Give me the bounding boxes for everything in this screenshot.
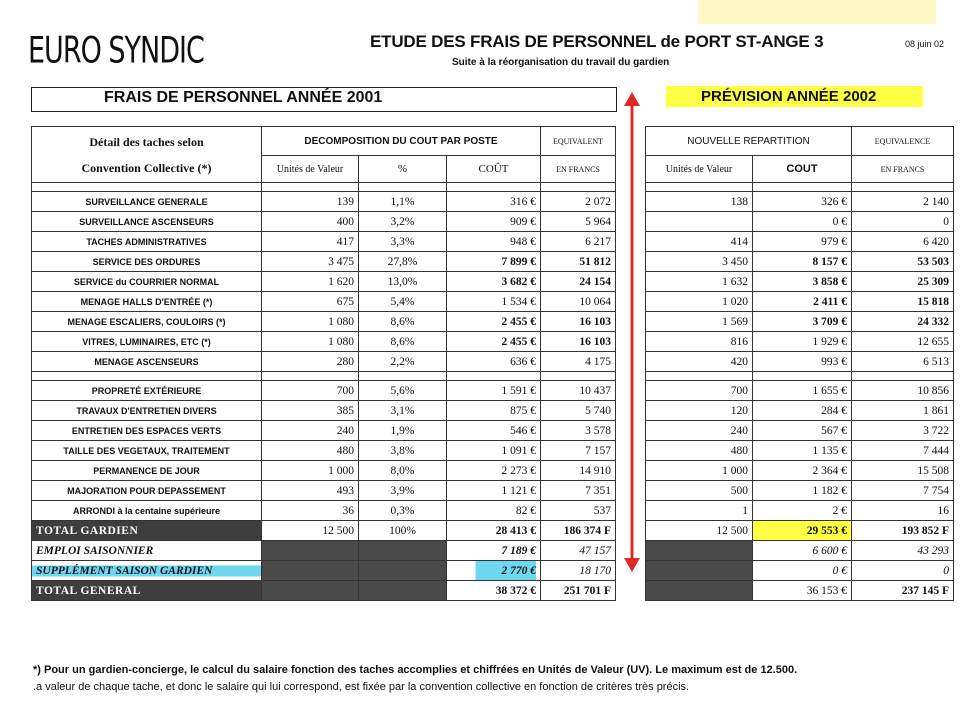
table-row — [32, 192, 616, 212]
col-cout-header: COÛT — [447, 156, 541, 183]
task-pct: 3,1% — [359, 401, 447, 421]
table-row — [32, 312, 616, 332]
task-uv-2002: 414 — [646, 232, 753, 252]
table-row — [646, 501, 954, 521]
task-cout: 1 534 € — [447, 292, 541, 312]
task-pct: 0,3% — [359, 501, 447, 521]
decomp-header: DECOMPOSITION DU COUT PAR POSTE — [262, 127, 541, 156]
task-francs-2002: 7 754 — [852, 481, 954, 501]
task-label: PERMANENCE DE JOUR — [32, 461, 262, 481]
task-label: TACHES ADMINISTRATIVES — [32, 232, 262, 252]
task-francs-2002: 16 — [852, 501, 954, 521]
task-pct: 5,4% — [359, 292, 447, 312]
task-pct: 1,1% — [359, 192, 447, 212]
shaded-cell — [646, 561, 753, 581]
shaded-cell — [646, 581, 753, 601]
total-general-francs: 251 701 F — [541, 581, 616, 601]
task-uv: 280 — [262, 352, 359, 372]
task-uv: 675 — [262, 292, 359, 312]
table-row — [32, 232, 616, 252]
task-francs-2002: 2 140 — [852, 192, 954, 212]
table-2001 — [31, 126, 616, 601]
task-cout: 1 591 € — [447, 381, 541, 401]
task-cout: 1 121 € — [447, 481, 541, 501]
table-2002 — [645, 126, 954, 601]
shaded-cell — [262, 561, 359, 581]
task-cout: 7 899 € — [447, 252, 541, 272]
task-pct: 2,2% — [359, 352, 447, 372]
task-label: MENAGE ASCENSEURS — [32, 352, 262, 372]
task-francs-2002: 12 655 — [852, 332, 954, 352]
task-francs: 16 103 — [541, 332, 616, 352]
emploi-francs-2002: 43 293 — [852, 541, 954, 561]
task-uv: 1 620 — [262, 272, 359, 292]
task-label: TAILLE DES VEGETAUX, TRAITEMENT — [32, 441, 262, 461]
footnote-1: *) Pour un gardien-concierge, le calcul du salaire fonction des taches accomplies et chiffrées en Unités de Valeur (UV). Le maximum est de 12.500. — [33, 664, 798, 676]
task-francs-2002: 10 856 — [852, 381, 954, 401]
table-row — [646, 401, 954, 421]
task-cout-2002: 2 364 € — [753, 461, 852, 481]
table-row — [646, 381, 954, 401]
col-pct-header: % — [359, 156, 447, 183]
task-uv-2002: 120 — [646, 401, 753, 421]
shaded-cell — [359, 541, 447, 561]
logo-text: EURO SYNDIC — [28, 30, 204, 72]
table-row — [32, 441, 616, 461]
task-pct: 8,0% — [359, 461, 447, 481]
total-general-cout: 38 372 € — [447, 581, 541, 601]
task-label: PROPRETÉ EXTÉRIEURE — [32, 381, 262, 401]
table-row — [32, 332, 616, 352]
table-row — [32, 252, 616, 272]
task-francs-2002: 15 508 — [852, 461, 954, 481]
nouvelle-header: NOUVELLE REPARTITION — [646, 127, 852, 156]
task-cout-2002: 2 411 € — [753, 292, 852, 312]
table-row — [32, 381, 616, 401]
total-gardien-label: TOTAL GARDIEN — [32, 521, 262, 541]
task-francs-2002: 25 309 — [852, 272, 954, 292]
task-francs: 5 740 — [541, 401, 616, 421]
task-francs: 2 072 — [541, 192, 616, 212]
task-uv: 480 — [262, 441, 359, 461]
total-general-francs-2002: 237 145 F — [852, 581, 954, 601]
task-francs: 10 437 — [541, 381, 616, 401]
total-gardien-uv: 12 500 — [262, 521, 359, 541]
task-cout: 3 682 € — [447, 272, 541, 292]
task-uv-2002 — [646, 212, 753, 232]
task-francs: 7 351 — [541, 481, 616, 501]
table-row — [646, 292, 954, 312]
double-arrow-icon — [623, 92, 641, 572]
table-row — [32, 421, 616, 441]
task-cout-2002: 284 € — [753, 401, 852, 421]
task-uv-2002: 1 000 — [646, 461, 753, 481]
task-francs-2002: 24 332 — [852, 312, 954, 332]
task-label: SERVICE du COURRIER NORMAL — [32, 272, 262, 292]
equiv-header-top: EQUIVALENT — [541, 127, 616, 156]
table-row — [646, 212, 954, 232]
table-row — [32, 352, 616, 372]
shaded-cell — [359, 561, 447, 581]
task-cout: 2 455 € — [447, 332, 541, 352]
task-uv-2002: 1 — [646, 501, 753, 521]
task-cout: 2 455 € — [447, 312, 541, 332]
task-francs-2002: 7 444 — [852, 441, 954, 461]
table-row — [32, 272, 616, 292]
document-title: ETUDE DES FRAIS DE PERSONNEL de PORT ST-ANGE 3 — [370, 32, 824, 51]
task-uv: 139 — [262, 192, 359, 212]
task-cout: 909 € — [447, 212, 541, 232]
task-label: MENAGE HALLS D'ENTRÉE (*) — [32, 292, 262, 312]
detail-header-line2: Convention Collective (*) — [81, 160, 212, 175]
shaded-cell — [646, 541, 753, 561]
task-uv-2002: 480 — [646, 441, 753, 461]
task-pct: 8,6% — [359, 332, 447, 352]
task-pct: 8,6% — [359, 312, 447, 332]
task-label: ENTRETIEN DES ESPACES VERTS — [32, 421, 262, 441]
table-row — [646, 461, 954, 481]
task-cout-2002: 567 € — [753, 421, 852, 441]
task-francs-2002: 53 503 — [852, 252, 954, 272]
document-subtitle: Suite à la réorganisation du travail du gardien — [452, 57, 670, 68]
table-row — [646, 272, 954, 292]
task-cout-2002: 1 135 € — [753, 441, 852, 461]
equivalence-header-top: EQUIVALENCE — [852, 127, 954, 156]
total-general-cout-2002: 36 153 € — [753, 581, 852, 601]
task-cout-2002: 993 € — [753, 352, 852, 372]
shaded-cell — [359, 581, 447, 601]
task-uv: 700 — [262, 381, 359, 401]
task-cout-2002: 979 € — [753, 232, 852, 252]
task-francs-2002: 6 513 — [852, 352, 954, 372]
table-row — [646, 252, 954, 272]
emploi-label: EMPLOI SAISONNIER — [32, 541, 262, 561]
logo — [28, 30, 204, 72]
table-row — [646, 192, 954, 212]
emploi-cout-2002: 6 600 € — [753, 541, 852, 561]
task-cout-2002: 1 655 € — [753, 381, 852, 401]
task-label: SURVEILLANCE ASCENSEURS — [32, 212, 262, 232]
table-row — [646, 481, 954, 501]
task-uv-2002: 138 — [646, 192, 753, 212]
shaded-cell — [262, 581, 359, 601]
col-uv-header: Unités de Valeur — [262, 156, 359, 183]
task-cout-2002: 1 929 € — [753, 332, 852, 352]
task-uv: 385 — [262, 401, 359, 421]
total-gardien-pct: 100% — [359, 521, 447, 541]
task-uv: 417 — [262, 232, 359, 252]
task-pct: 1,9% — [359, 421, 447, 441]
task-uv-2002: 700 — [646, 381, 753, 401]
task-cout: 636 € — [447, 352, 541, 372]
table-row — [646, 332, 954, 352]
task-uv: 493 — [262, 481, 359, 501]
task-francs: 24 154 — [541, 272, 616, 292]
task-francs-2002: 1 861 — [852, 401, 954, 421]
task-cout-2002: 1 182 € — [753, 481, 852, 501]
task-pct: 3,2% — [359, 212, 447, 232]
task-pct: 13,0% — [359, 272, 447, 292]
table-row — [646, 352, 954, 372]
equiv-header-bottom: EN FRANCS — [541, 156, 616, 183]
emploi-cout: 7 189 € — [447, 541, 541, 561]
total-gardien-francs-2002: 193 852 F — [852, 521, 954, 541]
task-label: TRAVAUX D'ENTRETIEN DIVERS — [32, 401, 262, 421]
task-francs-2002: 3 722 — [852, 421, 954, 441]
task-uv-2002: 420 — [646, 352, 753, 372]
task-cout: 546 € — [447, 421, 541, 441]
sticky-note — [698, 0, 936, 24]
total-gardien-cout: 28 413 € — [447, 521, 541, 541]
task-uv-2002: 3 450 — [646, 252, 753, 272]
col-uv-header-2002: Unités de Valeur — [646, 156, 753, 183]
shaded-cell — [262, 541, 359, 561]
task-uv-2002: 1 569 — [646, 312, 753, 332]
task-pct: 3,8% — [359, 441, 447, 461]
task-uv-2002: 816 — [646, 332, 753, 352]
total-gardien-francs: 186 374 F — [541, 521, 616, 541]
table-row — [646, 441, 954, 461]
task-cout-2002: 3 709 € — [753, 312, 852, 332]
section-2001-title: FRAIS DE PERSONNEL ANNÉE 2001 — [104, 89, 383, 106]
task-cout-2002: 2 € — [753, 501, 852, 521]
task-pct: 3,9% — [359, 481, 447, 501]
task-francs: 6 217 — [541, 232, 616, 252]
task-cout: 875 € — [447, 401, 541, 421]
detail-header-line1: Détail des taches selon — [89, 134, 204, 149]
task-francs: 537 — [541, 501, 616, 521]
task-pct: 5,6% — [359, 381, 447, 401]
task-francs-2002: 15 818 — [852, 292, 954, 312]
table-row — [646, 312, 954, 332]
task-cout: 316 € — [447, 192, 541, 212]
supplement-cout: 2 770 € — [447, 561, 541, 581]
task-cout: 1 091 € — [447, 441, 541, 461]
task-pct: 3,3% — [359, 232, 447, 252]
task-francs: 10 064 — [541, 292, 616, 312]
section-2002-title: PRÉVISION ANNÉE 2002 — [701, 88, 877, 105]
task-cout: 82 € — [447, 501, 541, 521]
task-uv-2002: 1 632 — [646, 272, 753, 292]
task-cout: 948 € — [447, 232, 541, 252]
supplement-francs-2002: 0 — [852, 561, 954, 581]
task-francs: 3 578 — [541, 421, 616, 441]
task-francs: 16 103 — [541, 312, 616, 332]
task-cout: 2 273 € — [447, 461, 541, 481]
task-label: SURVEILLANCE GENERALE — [32, 192, 262, 212]
footnote-2: .a valeur de chaque tache, et donc le salaire qui lui correspond, est fixée par la convention collective en fonction de critères très précis. — [33, 681, 690, 693]
task-uv: 400 — [262, 212, 359, 232]
task-francs: 51 812 — [541, 252, 616, 272]
task-uv: 1 080 — [262, 332, 359, 352]
task-uv: 3 475 — [262, 252, 359, 272]
total-general-label: TOTAL GENERAL — [32, 581, 262, 601]
task-uv-2002: 240 — [646, 421, 753, 441]
task-cout-2002: 8 157 € — [753, 252, 852, 272]
task-label: ARRONDI à la centaine supérieure — [32, 501, 262, 521]
task-francs: 4 175 — [541, 352, 616, 372]
task-label: VITRES, LUMINAIRES, ETC (*) — [32, 332, 262, 352]
task-francs: 7 157 — [541, 441, 616, 461]
supplement-francs: 18 170 — [541, 561, 616, 581]
task-uv: 1 000 — [262, 461, 359, 481]
task-uv: 36 — [262, 501, 359, 521]
task-uv-2002: 500 — [646, 481, 753, 501]
task-cout-2002: 326 € — [753, 192, 852, 212]
table-row — [32, 212, 616, 232]
task-francs-2002: 0 — [852, 212, 954, 232]
task-label: MAJORATION POUR DEPASSEMENT — [32, 481, 262, 501]
task-uv-2002: 1 020 — [646, 292, 753, 312]
detail-header — [32, 127, 262, 183]
table-row — [32, 501, 616, 521]
emploi-francs: 47 157 — [541, 541, 616, 561]
total-gardien-cout-2002: 29 553 € — [753, 521, 852, 541]
document-date: 08 juin 02 — [905, 39, 945, 49]
task-cout-2002: 0 € — [753, 212, 852, 232]
supplement-cout-2002: 0 € — [753, 561, 852, 581]
task-uv: 240 — [262, 421, 359, 441]
supplement-label: SUPPLÉMENT SAISON GARDIEN — [32, 561, 262, 581]
table-row — [32, 481, 616, 501]
col-cout-header-2002: COUT — [753, 156, 852, 183]
task-francs: 5 964 — [541, 212, 616, 232]
table-row — [32, 461, 616, 481]
task-label: MENAGE ESCALIERS, COULOIRS (*) — [32, 312, 262, 332]
equivalence-header-bottom: EN FRANCS — [852, 156, 954, 183]
task-uv: 1 080 — [262, 312, 359, 332]
table-row — [646, 421, 954, 441]
table-row — [646, 232, 954, 252]
task-francs: 14 910 — [541, 461, 616, 481]
total-gardien-uv-2002: 12 500 — [646, 521, 753, 541]
task-cout-2002: 3 858 € — [753, 272, 852, 292]
task-pct: 27,8% — [359, 252, 447, 272]
table-row — [32, 401, 616, 421]
table-row — [32, 292, 616, 312]
task-label: SERVICE DES ORDURES — [32, 252, 262, 272]
task-francs-2002: 6 420 — [852, 232, 954, 252]
